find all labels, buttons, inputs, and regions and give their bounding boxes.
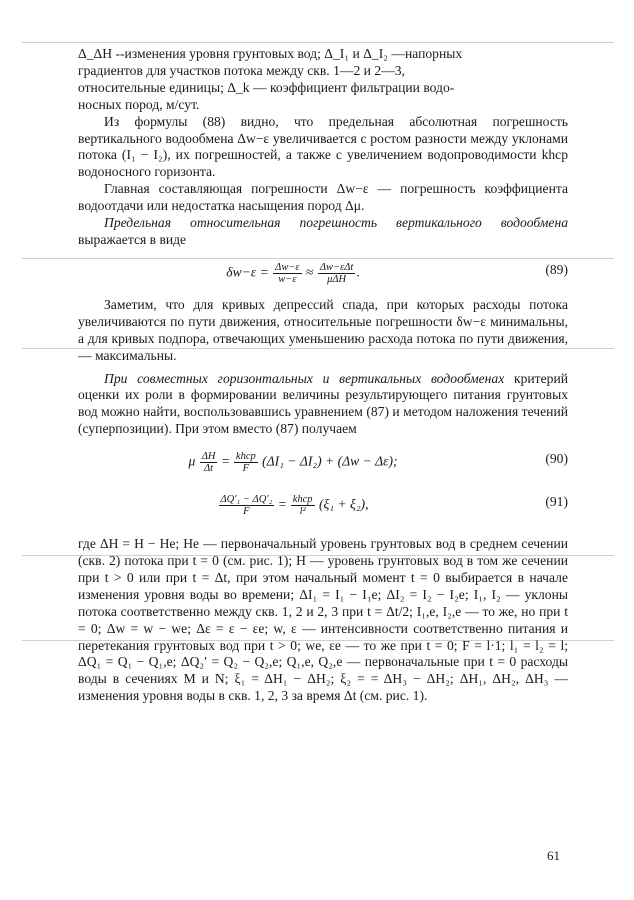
paragraph-tail: выражается в виде: [78, 231, 187, 247]
scan-rule: [22, 42, 614, 43]
italic-term: При совместных горизонтальных и вертикальных водообменах: [104, 370, 505, 386]
fraction: $\frac{\Delta w-\varepsilon}{w-\varepsilon}$: [275, 261, 300, 285]
italic-term: Предельная относительная погрешность вертикального водообмена: [104, 215, 568, 231]
approx-sign: ≈: [305, 264, 314, 280]
equation-89: δw−ε = $\frac{\Delta w-\varepsilon}{w-\varepsilon}$ ≈ $\frac{\text{Δw−εΔt}}{\text{μΔH}}$ . (89): [226, 261, 568, 285]
fraction: $\frac{\text{Δw−εΔt}}{\text{μΔH}}$: [319, 261, 354, 285]
paragraph: Главная составляющая погрешности Δw−ε — погрешность коэффициента водоотдачи или недостатка насыщения пород Δμ.: [78, 181, 568, 214]
equation-90: μ $\frac{\Delta H}{\Delta t}$ = $\frac{\text{khср}}{F}$ (ΔI₁ − ΔI₂) + (Δw − Δε); (90): [188, 451, 568, 475]
text-line: Δ_ΔН --изменения уровня грунтовых вод; Δ_I₁ и Δ_I₂ —напорных: [78, 46, 463, 61]
paragraph: [78, 371, 568, 439]
document-page: [78, 46, 568, 705]
eq-tail: (ξ₁ + ξ₂),: [318, 496, 369, 512]
paragraph: где ΔH = H − He; He — первоначальный уровень грунтовых вод в среднем сечении (скв. 2) потока при t = 0 (см. рис. 1); H — уровень грунтовых вод в том же сечении при t > 0 или при t = Δt, при этом начальный момент t = 0 выбирается в начале изменения уровня воды во времени; ΔI₁ = I₁ − I₁е; ΔI₂ = I₂ − I₂е; I₁, I₂ — уклоны потока соответственно между скв. 1, 2 и 2, 3 при t = Δt/2; I₁,е, I₂,е — то же, но при t = 0; Δw = w − wе; Δε = ε − εе; w, ε — интенсивности соответственно питания и перетекания грунтовых вод при t > 0; wе, εе — то же при t = 0; F = l·1; l₁ = l₂ = l; ΔQ₁ = Q₁ − Q₁,е; ΔQ₂′ = Q₂ − Q₂,е; Q₁,е, Q₂,е — первоначальные при t = 0 расходы воды в сечениях M и N; ξ₁ = ΔH₁ − ΔH₂; ξ₂ = = ΔH₃ − ΔH₂; ΔH₁, ΔH₂, ΔH₃ — изменения уровня воды в скв. 1, 2, 3 за время Δt (см. рис. 1).: [78, 536, 568, 704]
equation-number: (90): [545, 451, 568, 467]
equation-number: (91): [545, 494, 568, 510]
text-line: градиентов для участков потока между скв. 1—2 и 2—3,: [78, 62, 405, 78]
paragraph-tail: критерий оценки их роли в формировании величины результирующего питания грунтовых вод можно найти, воспользовавшись уравнением (87) и методом наложения течений (суперпозиции). При этом вместо (87) получаем: [78, 370, 568, 437]
paragraph: [78, 215, 568, 249]
eq-tail: (ΔI₁ − ΔI₂) + (Δw − Δε);: [262, 453, 398, 469]
paragraph: Из формулы (88) видно, что предельная абсолютная погрешность вертикального водообмена Δw−ε увеличивается с ростом разности между уклонами потока (I₁ − I₂), их погрешностей, а также с увеличением водопроводимости khср водоносного горизонта.: [78, 113, 568, 180]
equation-number: (89): [545, 261, 568, 277]
equation-91: $\frac{\text{ΔQ′₁ − ΔQ′₂}}{F}$ = $\frac{\text{khср}}{\text{l²}}$ (ξ₁ + ξ₂), (91): [220, 494, 568, 518]
text-line: носных пород, м/сут.: [78, 96, 200, 112]
paragraph: Заметим, что для кривых депрессий спада, при которых расходы потока увеличиваются по пути движения, относительные погрешности δw−ε минимальны, а для кривых подпора, отвечающих уменьшению расхода потока по пути движения,— максимальны.: [78, 296, 568, 363]
fraction: $\frac{\Delta H}{\Delta t}$: [201, 451, 216, 475]
page-number: 61: [547, 848, 560, 863]
eq-lhs: δw−ε =: [226, 264, 269, 280]
fraction: $\frac{\text{khср}}{\text{l²}}$: [292, 494, 313, 518]
text-line: относительные единицы; Δ_k — коэффициент фильтрации водо-: [78, 79, 455, 95]
fraction: $\frac{\text{ΔQ′₁ − ΔQ′₂}}{F}$: [220, 494, 273, 518]
fraction: $\frac{\text{khср}}{F}$: [235, 451, 256, 475]
